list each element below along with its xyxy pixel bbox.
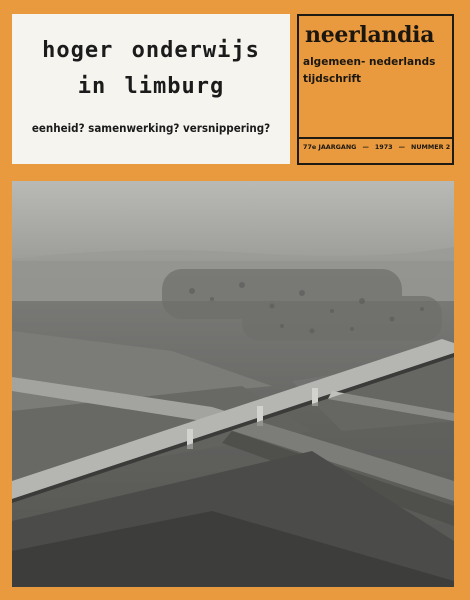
magazine-subtitle-line-1: algemeen- nederlands (303, 56, 436, 68)
issue-separator-2: — (398, 143, 406, 151)
masthead-divider (299, 137, 452, 139)
aerial-photo (12, 181, 454, 587)
issue-volume: 77e JAARGANG (303, 143, 357, 151)
headline-line-1: hoger onderwijs (42, 38, 260, 63)
headline-line-2: in limburg (77, 74, 225, 99)
issue-separator-1: — (362, 143, 369, 151)
headline-panel (12, 14, 290, 164)
magazine-subtitle-line-2: tijdschrift (303, 73, 362, 85)
magazine-name: neerlandia (305, 22, 435, 48)
issue-year: 1973 (374, 143, 393, 151)
issue-info (303, 143, 450, 151)
headline-subtitle: eenheid? samenwerking? versnippering? (31, 121, 271, 135)
issue-number: NUMMER 2 (411, 143, 451, 151)
aerial-photo-illustration (12, 181, 454, 587)
masthead-box (297, 14, 454, 165)
